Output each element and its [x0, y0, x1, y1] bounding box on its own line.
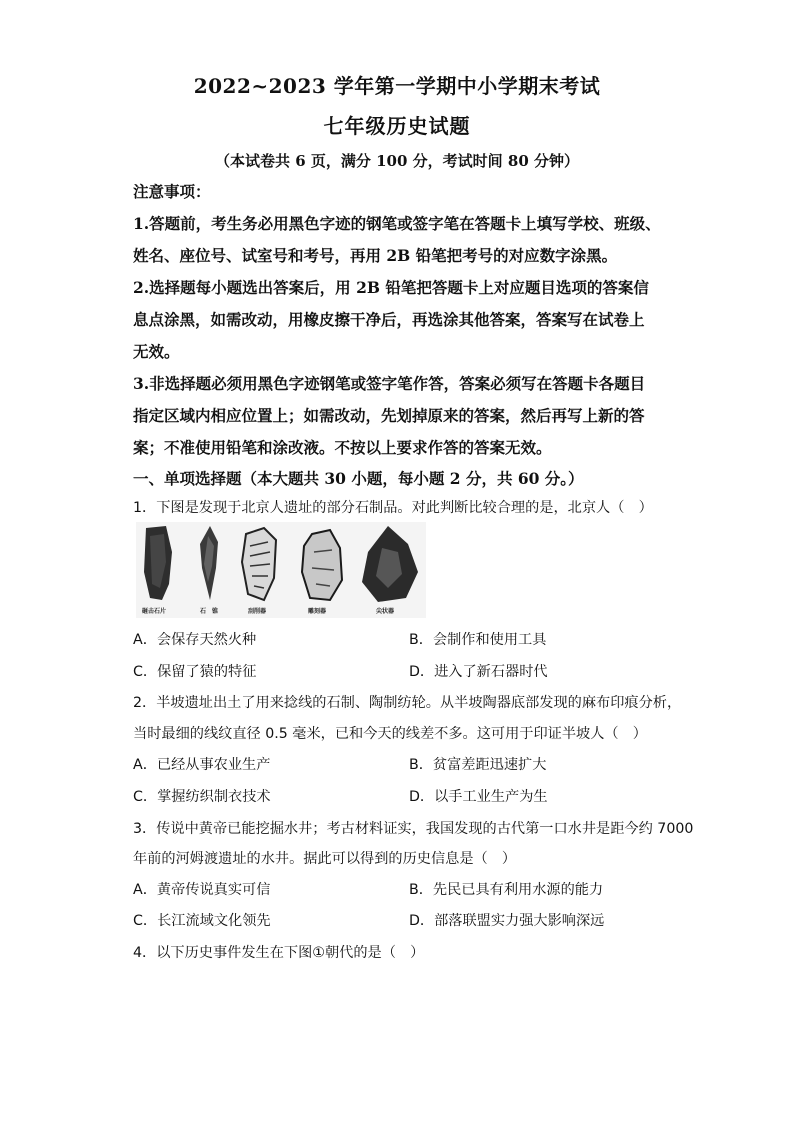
- option-a[interactable]: A．已经从事农业生产: [133, 757, 271, 773]
- option-d[interactable]: D．进入了新石器时代: [409, 664, 548, 680]
- notice-line: 2.选择题每小题选出答案后，用 2B 铅笔把答题卡上对应题目选项的答案信: [133, 278, 649, 297]
- notice-line: 无效。: [133, 342, 180, 361]
- question-2-stem: 当时最细的线纹直径 0.5 毫米，已和今天的线差不多。这可用于印证半坡人（ ）: [133, 726, 647, 742]
- option-b[interactable]: B．贫富差距迅速扩大: [409, 757, 547, 773]
- question-1-stem: 1．下图是发现于北京人遗址的部分石制品。对此判断比较合理的是，北京人（ ）: [133, 500, 653, 516]
- exam-title: 2022~2023 学年第一学期中小学期末考试: [193, 74, 601, 98]
- question-4-stem: 4．以下历史事件发生在下图①朝代的是（ ）: [133, 945, 425, 961]
- notice-line: 案；不准使用铅笔和涂改液。不按以上要求作答的答案无效。: [133, 438, 552, 457]
- question-2-stem: 2．半坡遗址出土了用来捻线的石制、陶制纺轮。从半坡陶器底部发现的麻布印痕分析，: [133, 695, 682, 711]
- option-a[interactable]: A．会保存天然火种: [133, 632, 257, 648]
- question-3-stem: 3．传说中黄帝已能挖掘水井；考古材料证实，我国发现的古代第一口水井是距今约 7000: [133, 821, 694, 837]
- notice-line: 息点涂黑，如需改动，用橡皮擦干净后，再选涂其他答案，答案写在试卷上: [133, 310, 645, 329]
- notice-line: 3.非选择题必须用黑色字迹钢笔或签字笔作答，答案必须写在答题卡各题目: [133, 374, 646, 393]
- notice-line: 指定区域内相应位置上；如需改动，先划掉原来的答案，然后再写上新的答: [133, 406, 645, 425]
- option-c[interactable]: C．长江流域文化领先: [133, 913, 271, 929]
- figure-label: 雕刻器: [308, 608, 327, 615]
- option-c[interactable]: C．保留了猿的特征: [133, 664, 257, 680]
- option-c[interactable]: C．掌握纺织制衣技术: [133, 789, 271, 805]
- option-b[interactable]: B．会制作和使用工具: [409, 632, 547, 648]
- stone-tools-figure: [136, 522, 426, 618]
- exam-info: （本试卷共 6 页，满分 100 分，考试时间 80 分钟）: [215, 152, 579, 170]
- notice-line: 姓名、座位号、试室号和考号，再用 2B 铅笔把考号的对应数字涂黑。: [133, 246, 618, 265]
- notice-heading: 注意事项：: [133, 182, 211, 201]
- figure-label: 尖状器: [376, 608, 395, 615]
- option-d[interactable]: D．以手工业生产为生: [409, 789, 548, 805]
- option-b[interactable]: B．先民已具有利用水源的能力: [409, 882, 604, 898]
- question-3-stem: 年前的河姆渡遗址的水井。据此可以得到的历史信息是（ ）: [133, 851, 517, 867]
- option-a[interactable]: A．黄帝传说真实可信: [133, 882, 271, 898]
- notice-line: 1.答题前，考生务必用黑色字迹的钢笔或签字笔在答题卡上填写学校、班级、: [133, 214, 661, 233]
- section-heading: 一、单项选择题（本大题共 30 小题，每小题 2 分，共 60 分。）: [133, 469, 584, 488]
- figure-label: 刮削器: [248, 608, 267, 615]
- tool-carver: [302, 530, 342, 600]
- figure-label: 石 锥: [200, 608, 219, 615]
- exam-subtitle: 七年级历史试题: [323, 114, 471, 138]
- figure-label: 砸击石片: [142, 608, 167, 615]
- option-d[interactable]: D．部落联盟实力强大影响深远: [409, 913, 605, 929]
